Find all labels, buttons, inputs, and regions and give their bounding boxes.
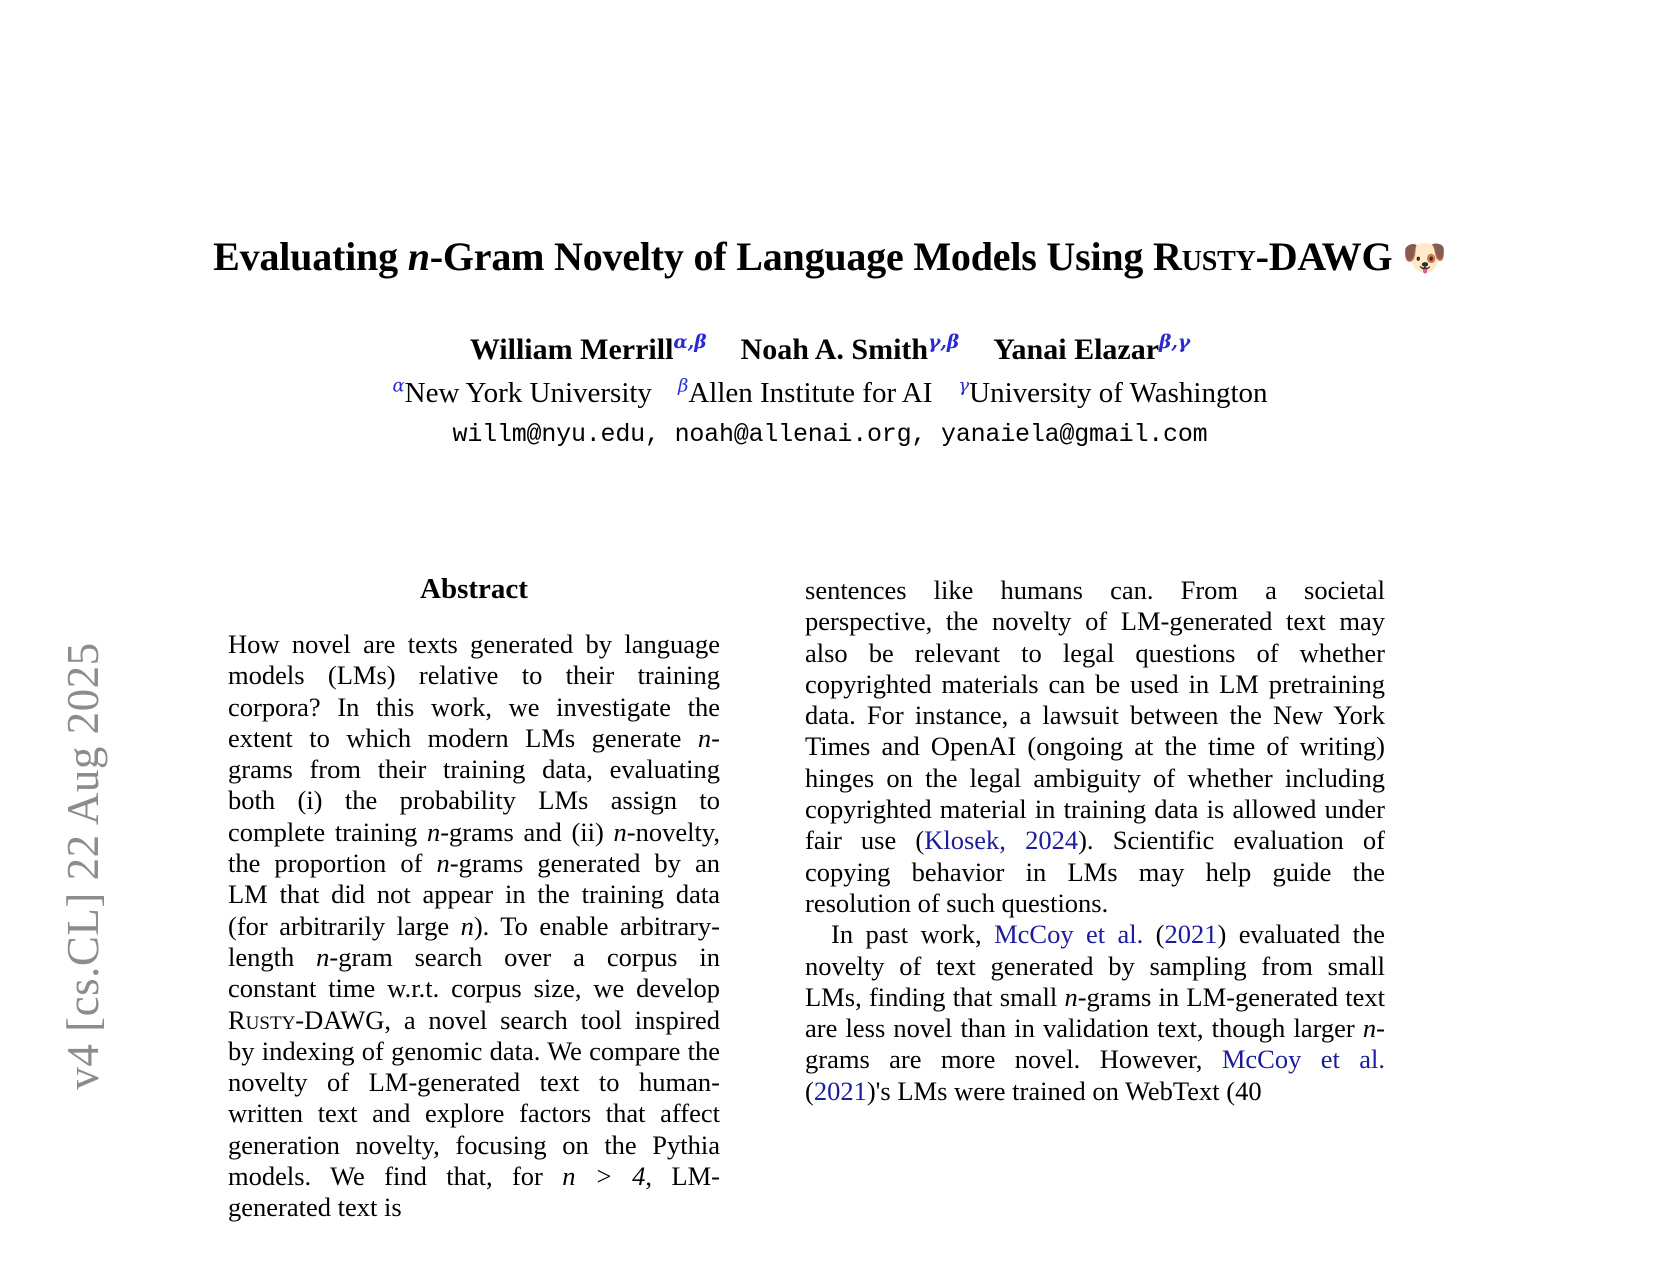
title-part-1: Evaluating — [213, 233, 408, 279]
body-text-run-4: ) evaluated the novelty of text generated by sampling from small LMs, finding that small — [805, 919, 1386, 1012]
citation-link[interactable]: McCoy et al. — [1221, 1044, 1386, 1075]
body-text-run-12: )'s LMs were trained on WebText (40 — [866, 1075, 1262, 1106]
math-variable-n: n — [697, 722, 712, 753]
author-block — [180, 330, 1480, 449]
abstract-text-run-0: How novel are texts generated by language models (LMs) relative to their training corpora? In this work, we investigate the extent to which modern LMs generate — [228, 629, 720, 753]
body-text-run-2: ). Scientific evaluation of copying behavior in LMs may help guide the resolution of such questions. — [805, 825, 1385, 918]
citation-link[interactable]: 2021 — [1164, 919, 1218, 950]
math-variable-n: n — [426, 816, 441, 847]
right-column — [805, 575, 1385, 1107]
author-1 — [741, 330, 960, 369]
author-2 — [993, 330, 1190, 369]
affiliation-0-name: New York University — [404, 377, 652, 409]
intro-paragraph-past-work — [805, 919, 1385, 1107]
intro-paragraph-continued — [805, 575, 1385, 919]
abstract-text-run-6: -novelty, the proportion of — [228, 816, 720, 879]
abstract-text-run-8: -grams generated by an LM that did not appear in the training data (for arbitrarily large — [228, 848, 720, 941]
affiliation-2 — [958, 374, 1267, 413]
math-variable-n: n — [436, 848, 450, 879]
affiliation-0 — [392, 374, 651, 413]
math-variable-n: n — [1064, 981, 1078, 1012]
body-text-run-8: -grams are more novel. However, — [805, 1013, 1385, 1075]
abstract-paragraph — [228, 629, 720, 1224]
abstract-text-run-2: -grams from their training data, evaluating both (i) the probability LMs assign to complete training — [228, 722, 720, 847]
body-text-run-2: ( — [1143, 919, 1165, 950]
affiliation-2-marker: γ — [958, 375, 970, 397]
author-0-affiliation-markers: α,β — [673, 332, 707, 353]
abstract-text-run-14: , a novel search tool inspired by indexing of genomic data. We compare the novelty of LM-generated text to human-written text and explore factors that affect generation novelty, focusing on the Pythia models. We find that, for — [228, 1004, 720, 1192]
title-math-n: n — [407, 233, 430, 279]
citation-link[interactable]: Klosek, 2024 — [924, 825, 1079, 856]
abstract-text-run-16: , LM-generated text is — [228, 1161, 721, 1223]
citation-link[interactable]: 2021 — [813, 1075, 867, 1106]
author-0 — [470, 330, 707, 369]
tool-name-rusty-dawg: Rusty-DAWG — [228, 1004, 385, 1035]
body-text-run-6: -grams in LM-generated text are less novel than in validation text, though larger — [805, 981, 1385, 1044]
author-0-name: William Merrill — [469, 333, 674, 366]
author-1-affiliation-markers: γ,β — [928, 332, 960, 353]
citation-link[interactable]: McCoy et al. — [994, 919, 1144, 950]
author-2-name: Yanai Elazar — [993, 333, 1160, 366]
body-text-run-0: sentences like humans can. From a societal perspective, the novelty of LM-generated text may also be relevant to legal questions of whether copyrighted materials can be used in LM pretraining data. For instance, a lawsuit between the New York Times and OpenAI (ongoing at the time of writing) hinges on the legal ambiguity of whether including copyrighted material in training data is allowed under fair use ( — [805, 575, 1385, 856]
math-variable-n: n — [1362, 1013, 1377, 1044]
math-variable-n: n > 4 — [562, 1161, 646, 1192]
arxiv-identifier-stamp: v4 [cs.CL] 22 Aug 2025 — [58, 642, 108, 1090]
page-bottom-clip — [0, 1241, 1654, 1281]
body-text-run-0: In past work, — [831, 919, 995, 950]
affiliation-1-name: Allen Institute for AI — [688, 377, 933, 409]
affiliation-1-marker: β — [677, 375, 689, 397]
affiliation-0-marker: α — [392, 375, 405, 397]
author-emails: willm@nyu.edu, noah@allenai.org, yanaiela@gmail.com — [452, 420, 1208, 450]
abstract-text-run-4: -grams and (ii) — [440, 816, 614, 847]
dog-face-icon: 🐶 — [1402, 237, 1447, 279]
affiliation-2-name: University of Washington — [969, 377, 1268, 409]
abstract-text-run-12: -gram search over a corpus in constant time w.r.t. corpus size, we develop — [228, 941, 720, 1004]
page-title — [180, 232, 1480, 282]
two-column-body — [0, 575, 1654, 1241]
abstract-heading: Abstract — [420, 573, 528, 605]
math-variable-n: n — [613, 816, 627, 847]
math-variable-n: n — [316, 941, 330, 972]
left-column — [228, 575, 720, 1224]
title-tool-name: Rusty-DAWG — [1153, 233, 1393, 279]
abstract-text-run-10: ). To enable arbitrary-length — [228, 910, 720, 972]
author-names-line — [180, 330, 1480, 369]
author-2-affiliation-markers: β,γ — [1159, 332, 1191, 353]
affiliation-1 — [678, 374, 932, 413]
math-variable-n: n — [460, 910, 474, 941]
title-part-2: -Gram Novelty of Language Models Using — [429, 233, 1154, 279]
affiliations-line — [180, 374, 1480, 413]
body-text-run-10: ( — [805, 1075, 814, 1106]
author-1-name: Noah A. Smith — [740, 333, 929, 366]
